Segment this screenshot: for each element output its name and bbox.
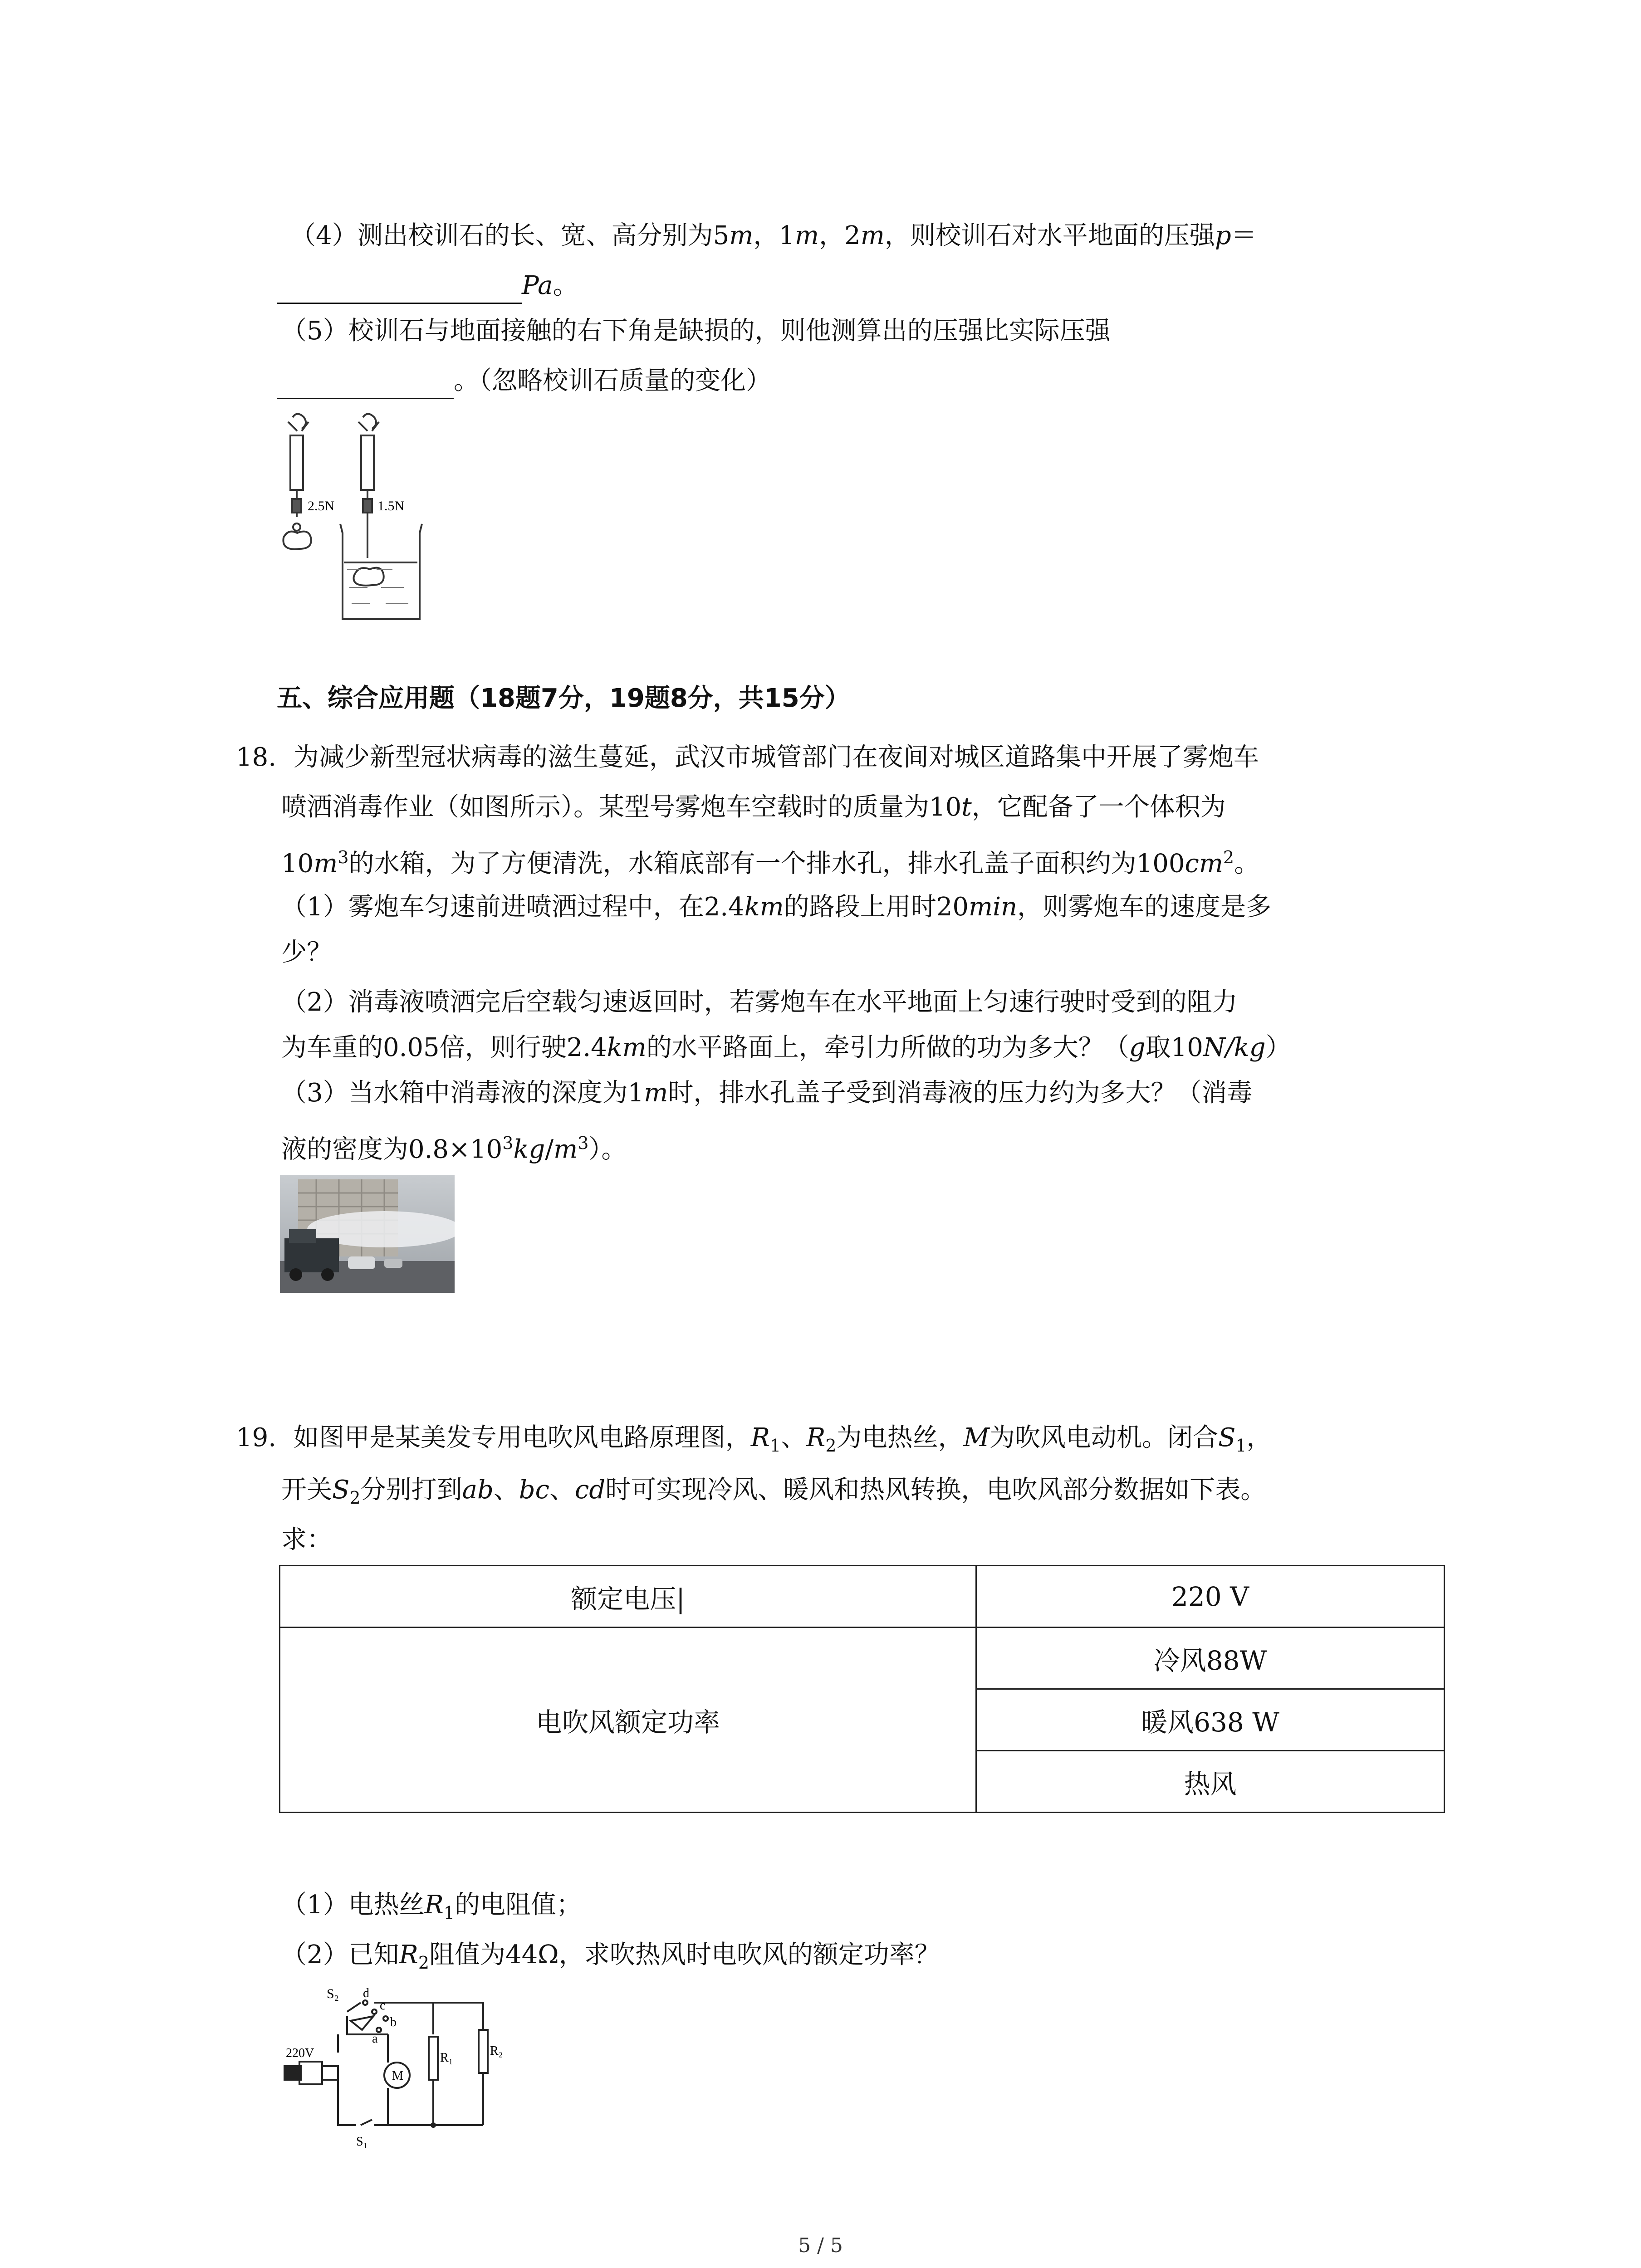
- q4-text: （4）测出校训石的长、宽、高分别为5: [290, 221, 730, 250]
- question-number: 18.: [236, 743, 277, 772]
- table-row: [280, 1628, 1445, 1689]
- q18-sup: 3: [578, 1133, 589, 1153]
- q4-unit-pa: Pa: [522, 271, 553, 300]
- q19-sub: 1: [770, 1436, 781, 1456]
- q19-text: 为电热丝，: [836, 1423, 964, 1452]
- answer-blank[interactable]: [277, 276, 522, 304]
- q4-text: ，2: [819, 221, 861, 250]
- q18-text: 的水箱，为了方便清洗，水箱底部有一个排水孔，排水孔盖子面积约为100: [348, 849, 1185, 879]
- q5-text: 。（忽略校训石质量的变化）: [454, 366, 771, 396]
- q19-symbol: ab: [462, 1475, 494, 1505]
- q19-symbol: R: [750, 1423, 770, 1452]
- q19-text: （2）已知: [281, 1940, 399, 1970]
- q19-text: ，: [1246, 1423, 1272, 1452]
- q18-text: 液的密度为0.8×10: [281, 1134, 503, 1164]
- q5-line2: [277, 363, 771, 399]
- q19-sub: 2: [418, 1953, 429, 1973]
- q19-line3: [281, 1522, 332, 1558]
- q4-text: ＝: [1231, 221, 1257, 250]
- q19-sub: 1: [443, 1903, 455, 1923]
- q18-text: ，它配备了一个体积为: [971, 792, 1226, 822]
- q19-symbol: R: [806, 1423, 826, 1452]
- table-cell: 220 V: [976, 1566, 1445, 1628]
- q19-p2: [281, 1937, 940, 1981]
- force-label-left: 2.5N: [308, 499, 335, 513]
- circuit-label-c: c: [380, 1999, 386, 2013]
- q5-line1: [281, 313, 1111, 349]
- q18-p1-line1: [281, 889, 1271, 925]
- table-cell: 电吹风额定功率: [280, 1628, 976, 1813]
- q19-text: （1）电热丝: [281, 1890, 425, 1920]
- q19-text: 开关: [281, 1475, 332, 1505]
- table-row: [280, 1566, 1445, 1628]
- q18-line3: [281, 839, 1259, 882]
- motor-icon: M: [392, 2069, 403, 2083]
- q18-p2-line1: [281, 984, 1238, 1021]
- q18-unit: t: [961, 792, 972, 822]
- q18-text: ）: [1265, 1033, 1291, 1062]
- q19-text: 的电阻值；: [455, 1890, 582, 1920]
- q19-sub: 2: [825, 1436, 837, 1456]
- q19-text: 为吹风电动机。闭合: [989, 1423, 1218, 1452]
- q4-line2: [277, 268, 578, 304]
- q18-text: 的路段上用时20: [784, 892, 969, 922]
- hair-dryer-circuit-diagram: [274, 1984, 529, 2152]
- q18-unit: km: [744, 892, 784, 922]
- q18-unit: cm: [1185, 849, 1223, 879]
- q4-text: 。: [553, 271, 578, 300]
- page-number: 5 / 5: [798, 2234, 843, 2257]
- q19-symbol: M: [963, 1423, 989, 1452]
- q4-text: ，1: [753, 221, 795, 250]
- q4-text: ，则校训石对水平地面的压强: [884, 221, 1215, 250]
- q18-unit: m: [554, 1134, 578, 1164]
- q18-text: ）。: [588, 1134, 627, 1164]
- q18-text: ，则雾炮车的速度是多: [1017, 892, 1272, 922]
- q4-unit: m: [795, 221, 819, 250]
- q19-symbol: S: [332, 1475, 350, 1505]
- q18-p3-line1: [281, 1075, 1252, 1111]
- q18-text: 为车重的0.05倍，则行驶2.4: [281, 1033, 607, 1062]
- q19-sub: 2: [349, 1488, 361, 1508]
- table-cell: 热风: [976, 1751, 1445, 1813]
- q18-text: 时，排水孔盖子受到消毒液的压力约为多大？（消毒: [668, 1078, 1253, 1108]
- q18-text: （2）消毒液喷洒完后空载匀速返回时，若雾炮车在水平地面上匀速行驶时受到的阻力: [281, 987, 1238, 1017]
- q18-text: 取10: [1145, 1033, 1203, 1062]
- circuit-label-b: b: [390, 2015, 397, 2029]
- q19-line2: [281, 1472, 1266, 1516]
- q18-text: 为减少新型冠状病毒的滋生蔓延，武汉市城管部门在夜间对城区道路集中开展了雾炮车: [293, 743, 1259, 772]
- q19-text: 、: [781, 1423, 807, 1452]
- q5-text: （5）校训石与地面接触的右下角是缺损的，则他测算出的压强比实际压强: [281, 316, 1111, 346]
- force-label-right: 1.5N: [377, 499, 405, 513]
- q4-unit: m: [729, 221, 754, 250]
- q18-text: 少？: [281, 938, 332, 967]
- plug-icon: [284, 2065, 302, 2081]
- circuit-label-s1: S₁: [356, 2135, 368, 2149]
- q19-symbol: R: [399, 1940, 418, 1970]
- table-cell: 暖风638 W: [976, 1689, 1445, 1751]
- spring-balance-figure: [272, 408, 436, 631]
- q18-text: （3）当水箱中消毒液的深度为1: [281, 1078, 644, 1108]
- q19-symbol: S: [1218, 1423, 1236, 1452]
- q18-unit: N/kg: [1203, 1033, 1266, 1062]
- q19-p1: [281, 1887, 582, 1931]
- fog-cannon-truck-photo: [280, 1175, 455, 1293]
- q19-text: 、: [549, 1475, 575, 1505]
- q18-text: 的水平路面上，牵引力所做的功为多大？（: [646, 1033, 1129, 1062]
- spec-table: [279, 1565, 1445, 1813]
- q19-text: 分别打到: [360, 1475, 462, 1505]
- q18-text: （1）雾炮车匀速前进喷洒过程中，在2.4: [281, 892, 745, 922]
- question-number: 19.: [236, 1423, 277, 1452]
- q18-sup: 3: [502, 1133, 514, 1153]
- answer-blank[interactable]: [277, 371, 454, 399]
- q18-p3-line2: [281, 1125, 627, 1168]
- q18-text: /: [545, 1134, 554, 1164]
- q19-text: 时可实现冷风、暖风和热风转换，电吹风部分数据如下表。: [605, 1475, 1266, 1505]
- q18-unit: min: [969, 892, 1018, 922]
- q19-symbol: cd: [575, 1475, 606, 1505]
- q18-line2: [281, 789, 1226, 826]
- q19-line1: [236, 1420, 1272, 1464]
- q18-p2-line2: [281, 1030, 1291, 1066]
- q18-text: 10: [281, 849, 314, 879]
- q19-symbol: R: [424, 1890, 444, 1920]
- q18-unit: m: [644, 1078, 668, 1108]
- q18-p1-line2: [281, 934, 332, 971]
- q19-text: 、: [493, 1475, 519, 1505]
- q18-text: 喷洒消毒作业（如图所示）。某型号雾炮车空载时的质量为10: [281, 792, 962, 822]
- section-title: 五、综合应用题（18题7分，19题8分，共15分）: [277, 684, 850, 713]
- q18-symbol: g: [1129, 1033, 1146, 1062]
- circuit-label-r2: R₂: [490, 2044, 503, 2058]
- q18-sup: 3: [338, 847, 349, 867]
- q18-sup: 2: [1223, 847, 1234, 867]
- circuit-label-s2: S₂: [327, 1986, 339, 2001]
- circuit-label-a: a: [372, 2032, 378, 2046]
- circuit-label-d: d: [363, 1986, 369, 2000]
- q19-sub: 1: [1235, 1436, 1247, 1456]
- q19-text: 求：: [281, 1525, 332, 1554]
- circuit-label-r1: R₁: [440, 2051, 453, 2065]
- q4-p-symbol: p: [1215, 221, 1231, 250]
- table-cell: 冷风88W: [976, 1628, 1445, 1689]
- q19-symbol: bc: [519, 1475, 550, 1505]
- q4-line1: [290, 218, 1257, 254]
- q18-unit: km: [607, 1033, 647, 1062]
- q18-text: 。: [1234, 849, 1260, 879]
- table-cell: 额定电压|: [280, 1566, 976, 1628]
- q18-unit: kg: [513, 1134, 545, 1164]
- q18-line1: [236, 739, 1259, 776]
- q19-text: 如图甲是某美发专用电吹风电路原理图，: [293, 1423, 751, 1452]
- q18-unit: m: [314, 849, 338, 879]
- q19-text: 阻值为44Ω，求吹热风时电吹风的额定功率？: [429, 1940, 940, 1970]
- circuit-label-voltage: 220V: [286, 2046, 314, 2060]
- q4-unit: m: [860, 221, 885, 250]
